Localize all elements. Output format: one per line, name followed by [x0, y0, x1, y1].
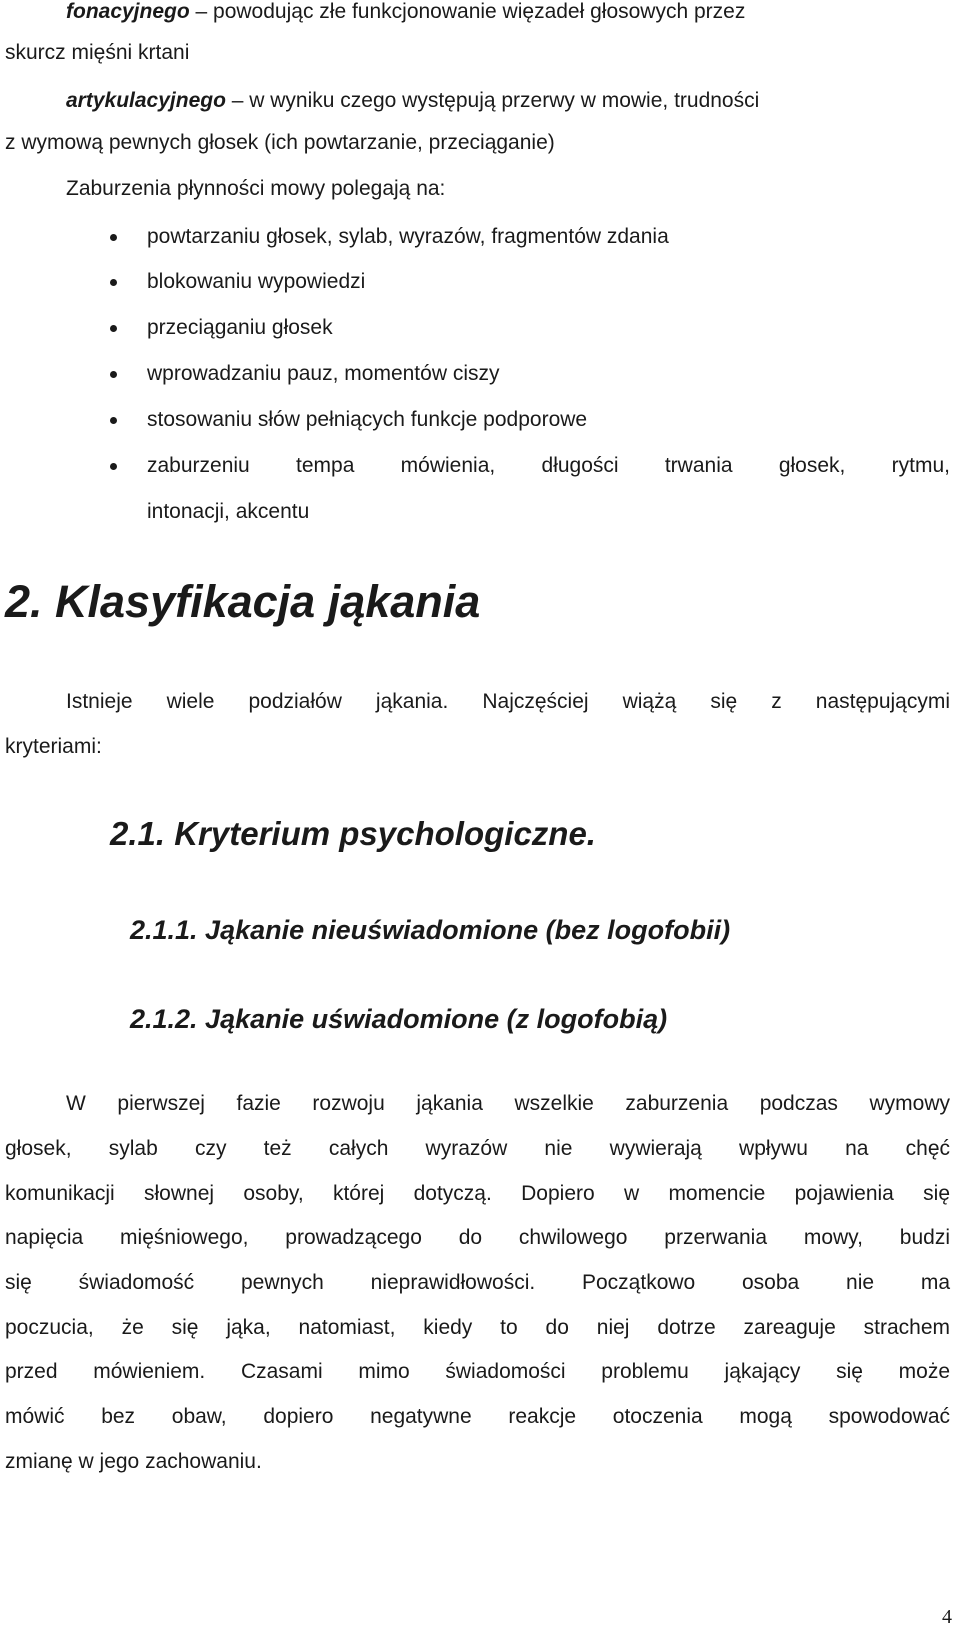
intro-item-articulation	[66, 89, 950, 113]
term-articulation: artykulacyjnego	[66, 89, 226, 112]
bullet-icon	[110, 234, 117, 241]
term-articulation-desc: – w wyniku czego występują przerwy w mowie, trudności	[225, 89, 760, 112]
bullet-icon	[110, 279, 117, 286]
intro-item-phonation	[66, 0, 950, 24]
paragraph-line: mówić bez obaw, dopiero negatywne reakcje otoczenia mogą spowodować	[5, 1405, 950, 1428]
paragraph-line: poczucia, że się jąka, natomiast, kiedy to do niej dotrze zareaguje strachem	[5, 1316, 950, 1339]
paragraph-line: głosek, sylab czy też całych wyrazów nie wywierają wpływu na chęć	[5, 1137, 950, 1160]
section-heading: 2. Klasyfikacja jąkania	[5, 576, 481, 627]
subsubsection-heading-aware: 2.1.2. Jąkanie uświadomione (z logofobią)	[130, 1004, 668, 1034]
bullet-icon	[110, 325, 117, 332]
paragraph-line: napięcia mięśniowego, prowadzącego do chwilowego przerwania mowy, budzi	[5, 1226, 950, 1249]
paragraph-line: W pierwszej fazie rozwoju jąkania wszelkie zaburzenia podczas wymowy	[66, 1092, 950, 1115]
intro-item-articulation-cont: z wymową pewnych głosek (ich powtarzanie, przeciąganie)	[5, 131, 555, 154]
list-item-continuation: intonacji, akcentu	[147, 500, 310, 523]
bullet-icon	[110, 417, 117, 424]
paragraph-line: przed mówieniem. Czasami mimo świadomości problemu jąkający się może	[5, 1360, 950, 1383]
bullet-icon	[110, 371, 117, 378]
subsection-heading: 2.1. Kryterium psychologiczne.	[110, 815, 596, 852]
document-page: fonacyjnego – powodując złe funkcjonowanie więzadeł głosowych przez skurcz mięśni krtani artykulacyjnego – w wyniku czego występują przerwy w mowie, trudności z wymową pewnych głosek (ich powtarzanie, przeciąganie) Zaburzenia płynności mowy polegają na: powtarzaniu głosek, sylab, wyrazów, fragmentów zdania blokowaniu wypowiedzi przeciąganiu głosek wprowadzaniu pauz, momentów ciszy stosowaniu słów pełniących funkcje podporowe zaburzeniu tempa mówienia, długości trwania głosek, rytmu, intonacji, akcentu 2. Klasyfikacja jąkania Istnieje wiele podziałów jąkania. Najczęściej wiążą się z następującymi kryteriami: 2.1. Kryterium psychologiczne. 2.1.1. Jąkanie nieuświadomione (bez logofobii) 2.1.2. Jąkanie uświadomione (z logofobią) W pierwszej fazie rozwoju jąkania wszelkie zaburzenia podczas wymowy głosek, sylab czy też całych wyrazów nie wywierają wpływu na chęć komunikacji słownej osoby, której dotyczą. Dopiero w momencie pojawienia się napięcia mięśniowego, prowadzącego do chwilowego przerwania mowy, budzi się świadomość pewnych nieprawidłowości. Początkowo osoba nie ma poczucia, że się jąka, natomiast, kiedy to do niej dotrze zareaguje strachem przed mówieniem. Czasami mimo świadomości problemu jąkający się może mówić bez obaw, dopiero negatywne reakcje otoczenia mogą spowodować zmianę w jego zachowaniu. 4	[5, 0, 952, 1628]
section-intro-cont: kryteriami:	[5, 735, 102, 758]
fluency-lead: Zaburzenia płynności mowy polegają na:	[66, 177, 446, 200]
term-phonation-desc: – powodując złe funkcjonowanie więzadeł głosowych przez	[189, 0, 746, 23]
paragraph-line: zmianę w jego zachowaniu.	[5, 1450, 262, 1473]
bullet-icon	[110, 463, 117, 470]
section-intro: Istnieje wiele podziałów jąkania. Najczęściej wiążą się z następującymi	[66, 690, 950, 713]
paragraph-line: komunikacji słownej osoby, której dotyczą. Dopiero w momencie pojawienia się	[5, 1182, 950, 1205]
term-phonation: fonacyjnego	[66, 0, 190, 23]
paragraph-line: się świadomość pewnych nieprawidłowości. Początkowo osoba nie ma	[5, 1271, 950, 1294]
intro-item-phonation-cont: skurcz mięśni krtani	[5, 41, 190, 64]
page-number: 4	[942, 1606, 952, 1628]
subsubsection-heading-unaware: 2.1.1. Jąkanie nieuświadomione (bez logofobii)	[130, 915, 731, 945]
